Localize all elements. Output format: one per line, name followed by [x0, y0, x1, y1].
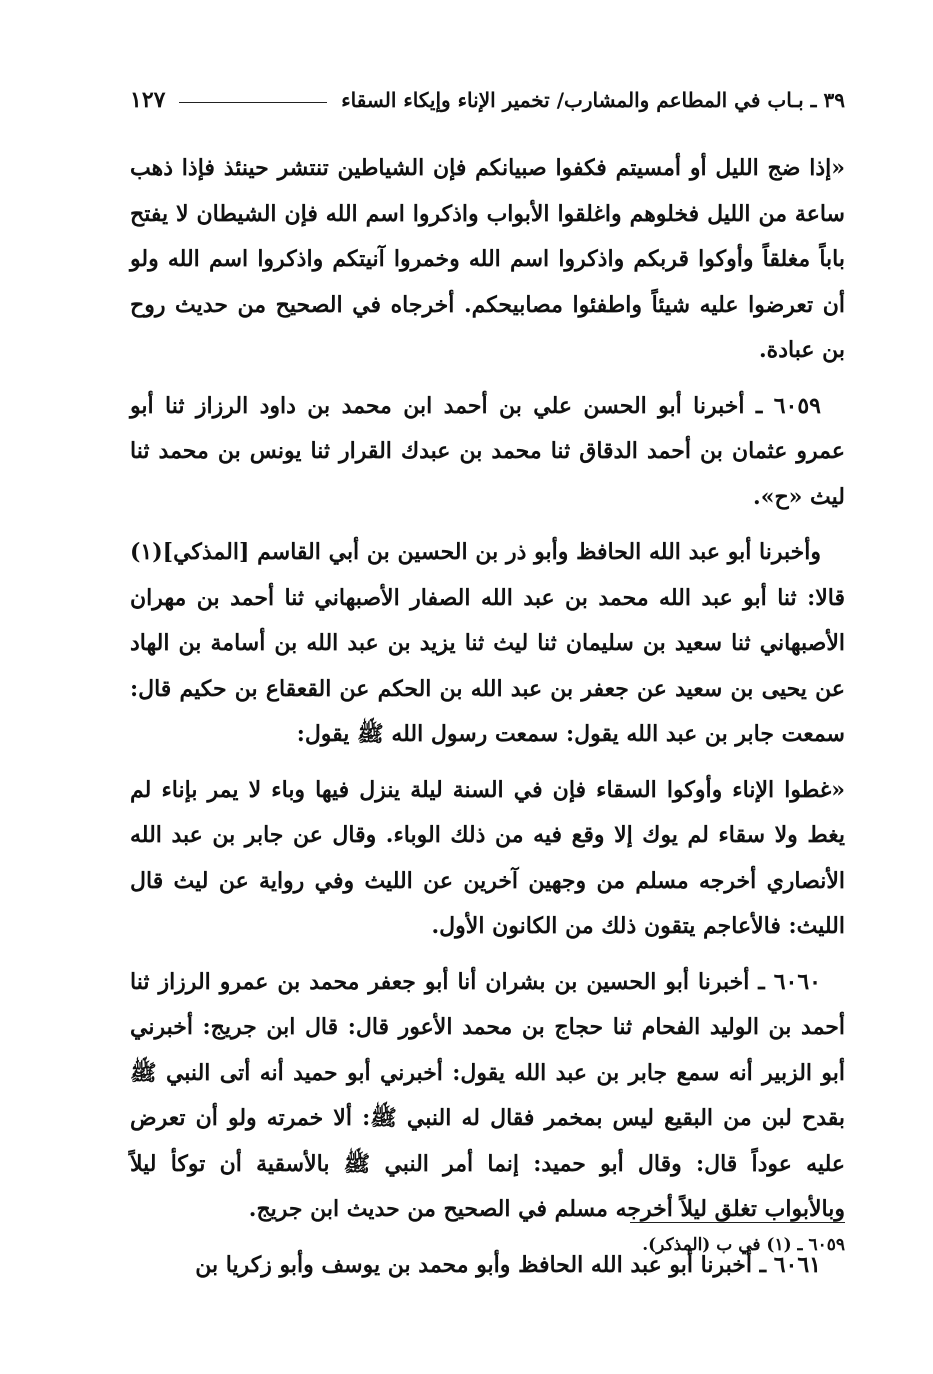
paragraph-isnad-continuation: وأخبرنا أبو عبد الله الحافظ وأبو ذر بن الحسين بن أبي القاسم [المذكي](١) قالا: ثنا أبو عبد الله محمد بن عبد الله الصفار الأصبهاني ثنا أحمد بن مهران الأصبهاني ثنا سعيد بن سليمان ثنا ليث ثنا يزيد بن عبد الله بن أسامة بن الهاد عن يحيى بن سعيد عن جعفر بن عبد الله بن الحكم عن القعقاع بن حكيم قال: سمعت جابر بن عبد الله يقول: سمعت رسول الله ﷺ يقول:	[130, 539, 845, 747]
running-header	[130, 80, 845, 120]
header-rule	[179, 102, 327, 103]
book-page	[130, 80, 845, 1360]
chapter-title: ٣٩ ـ بـاب في المطاعم والمشارب/ تخمير الإناء وإيكاء السقاء	[341, 88, 845, 112]
main-text	[130, 146, 845, 1298]
paragraph-hadith-text-1: «إذا ضج الليل أو أمسيتم فكفوا صبيانكم فإن الشياطين تنتشر حينئذ فإذا ذهب ساعة من الليل فخلوهم واغلقوا الأبواب واذكروا اسم الله فإن الشيطان لا يفتح باباً مغلقاً وأوكوا قربكم واذكروا اسم الله وخمروا آنيتكم واذكروا اسم الله ولو أن تعرضوا عليه شيئاً واطفئوا مصابيحكم. أخرجاه في الصحيح من حديث روح بن عبادة.	[130, 155, 845, 363]
page-number: ١٢٧	[130, 87, 166, 113]
footnote: ٦٠٥٩ ـ (١) في ب (المذكر).	[642, 1235, 845, 1255]
paragraph-hadith-6060: ٦٠٦٠ ـ أخبرنا أبو الحسين بن بشران أنا أبو جعفر محمد بن عمرو الرزاز ثنا أحمد بن الوليد الفحام ثنا حجاج بن محمد الأعور قال: قال ابن جريج: أخبرني أبو الزبير أنه سمع جابر بن عبد الله يقول: أخبرني أبو حميد أنه أتى النبي ﷺ بقدح لبن من البقيع ليس بمخمر فقال له النبي ﷺ: ألا خمرته ولو أن تعرض عليه عوداً قال: وقال أبو حميد: إنما أمر النبي ﷺ بالأسقية أن توكأ ليلاً وبالأبواب تغلق ليلاً أخرجه مسلم في الصحيح من حديث ابن جريج.	[130, 968, 845, 1222]
footnote-separator	[630, 1222, 845, 1223]
paragraph-hadith-text-2: «غطوا الإناء وأوكوا السقاء فإن في السنة ليلة ينزل فيها وباء لا يمر بإناء لم يغط ولا سقاء لم يوك إلا وقع فيه من ذلك الوباء. وقال عن جابر بن عبد الله الأنصاري أخرجه مسلم من وجهين آخرين عن الليث وفي رواية عن ليث قال الليث: فالأعاجم يتقون ذلك من الكانون الأول.	[130, 776, 845, 939]
paragraph-hadith-6059: ٦٠٥٩ ـ أخبرنا أبو الحسن علي بن أحمد ابن محمد بن داود الرزاز ثنا أبو عمرو عثمان بن أحمد الدقاق ثنا محمد بن عبدك القرار ثنا يونس بن محمد ثنا ليث «ح».	[130, 392, 845, 510]
paragraph-hadith-6061: ٦٠٦١ ـ أخبرنا أبو عبد الله الحافظ وأبو محمد بن يوسف وأبو زكريا بن	[195, 1251, 821, 1278]
